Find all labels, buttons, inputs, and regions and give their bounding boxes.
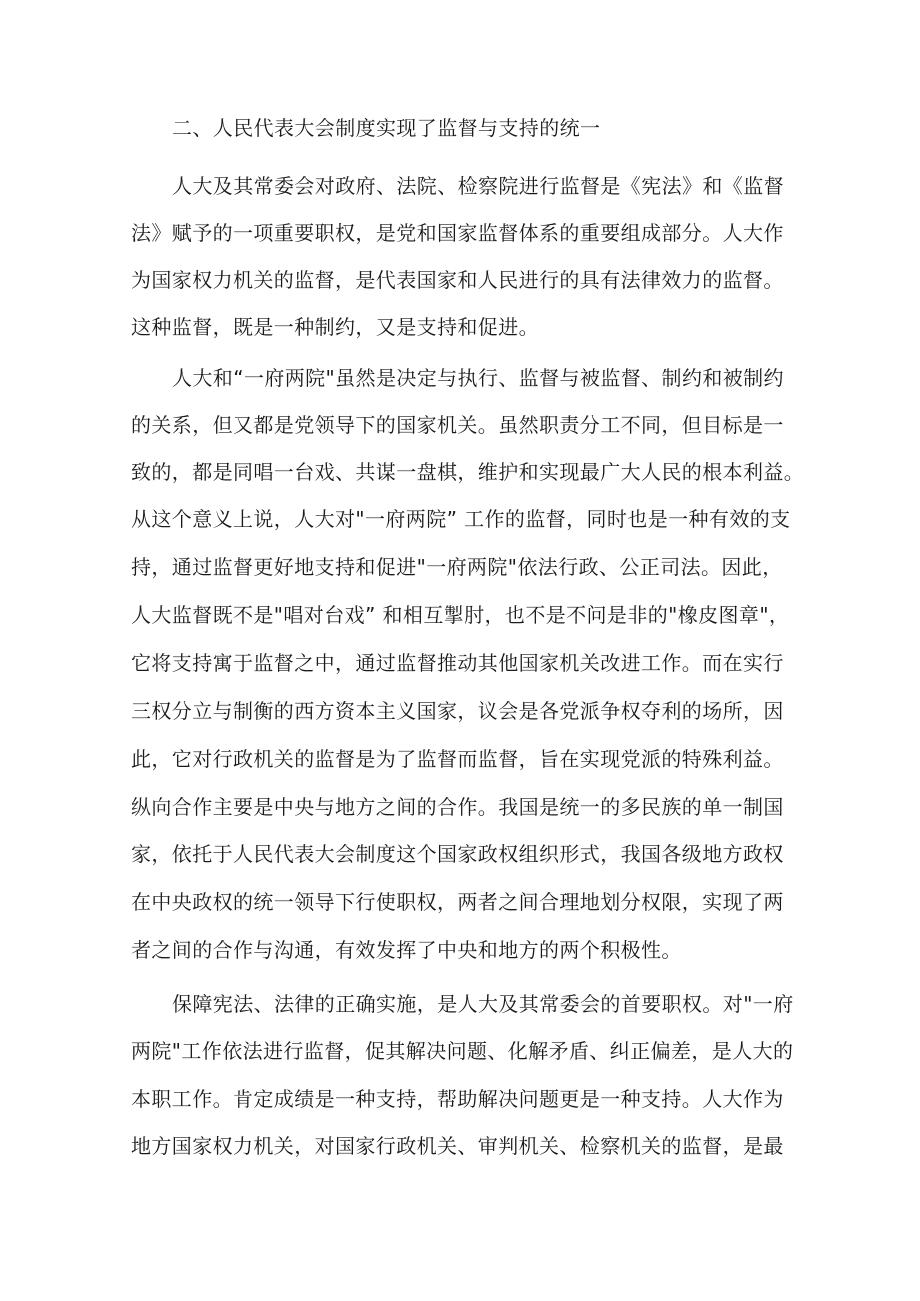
paragraph-line: 持，通过监督更好地支持和促进"一府两院"依法行政、公正司法。因此， (131, 555, 783, 579)
paragraph-line: 人大和“一府两院"虽然是决定与执行、监督与被监督、制约和被制约 (172, 366, 784, 390)
paragraph-line: 者之间的合作与沟通，有效发挥了中央和地方的两个积极性。 (131, 938, 682, 962)
paragraph-line: 致的，都是同唱一台戏、共谋一盘棋，维护和实现最广大人民的根本利益。 (131, 460, 805, 484)
section-heading: 二、人民代表大会制度实现了监督与支持的统一 (172, 116, 601, 140)
paragraph-line: 在中央政权的统一领导下行使职权，两者之间合理地划分权限，实现了两 (131, 890, 784, 914)
paragraph-line: 家，依托于人民代表大会制度这个国家政权组织形式，我国各级地方政权 (131, 842, 784, 866)
paragraph-line: 保障宪法、法律的正确实施，是人大及其常委会的首要职权。对"一府 (172, 992, 794, 1016)
paragraph-line: 本职工作。肯定成绩是一种支持，帮助解决问题更是一种支持。人大作为 (131, 1087, 784, 1111)
paragraph-line: 它将支持寓于监督之中，通过监督推动其他国家机关改进工作。而在实行 (131, 651, 784, 675)
paragraph-line: 这种监督，既是一种制约，又是支持和促进。 (131, 315, 539, 339)
paragraph-line: 法》赋予的一项重要职权，是党和国家监督体系的重要组成部分。人大作 (131, 221, 784, 245)
paragraph-line: 从这个意义上说，人大对"一府两院” 工作的监督，同时也是一种有效的支 (131, 507, 791, 531)
paragraph-line: 人大监督既不是"唱对台戏” 和相互掣肘，也不是不问是非的"橡皮图章"， (131, 603, 790, 627)
paragraph-line: 两院"工作依法进行监督，促其解决问题、化解矛盾、纠正偏差，是人大的 (131, 1039, 794, 1063)
paragraph-line: 三权分立与制衡的西方资本主义国家，议会是各党派争权夺利的场所，因 (131, 699, 784, 723)
paragraph-line: 纵向合作主要是中央与地方之间的合作。我国是统一的多民族的单一制国 (131, 795, 784, 819)
paragraph-line: 人大及其常委会对政府、法院、检察院进行监督是《宪法》和《监督 (172, 174, 784, 198)
paragraph-line: 为国家权力机关的监督，是代表国家和人民进行的具有法律效力的监督。 (131, 268, 784, 292)
paragraph-line: 的关系，但又都是党领导下的国家机关。虽然职责分工不同，但目标是一 (131, 413, 784, 437)
paragraph-line: 此，它对行政机关的监督是为了监督而监督，旨在实现党派的特殊利益。 (131, 747, 784, 771)
paragraph-line: 地方国家权力机关，对国家行政机关、审判机关、检察机关的监督，是最 (131, 1134, 784, 1158)
